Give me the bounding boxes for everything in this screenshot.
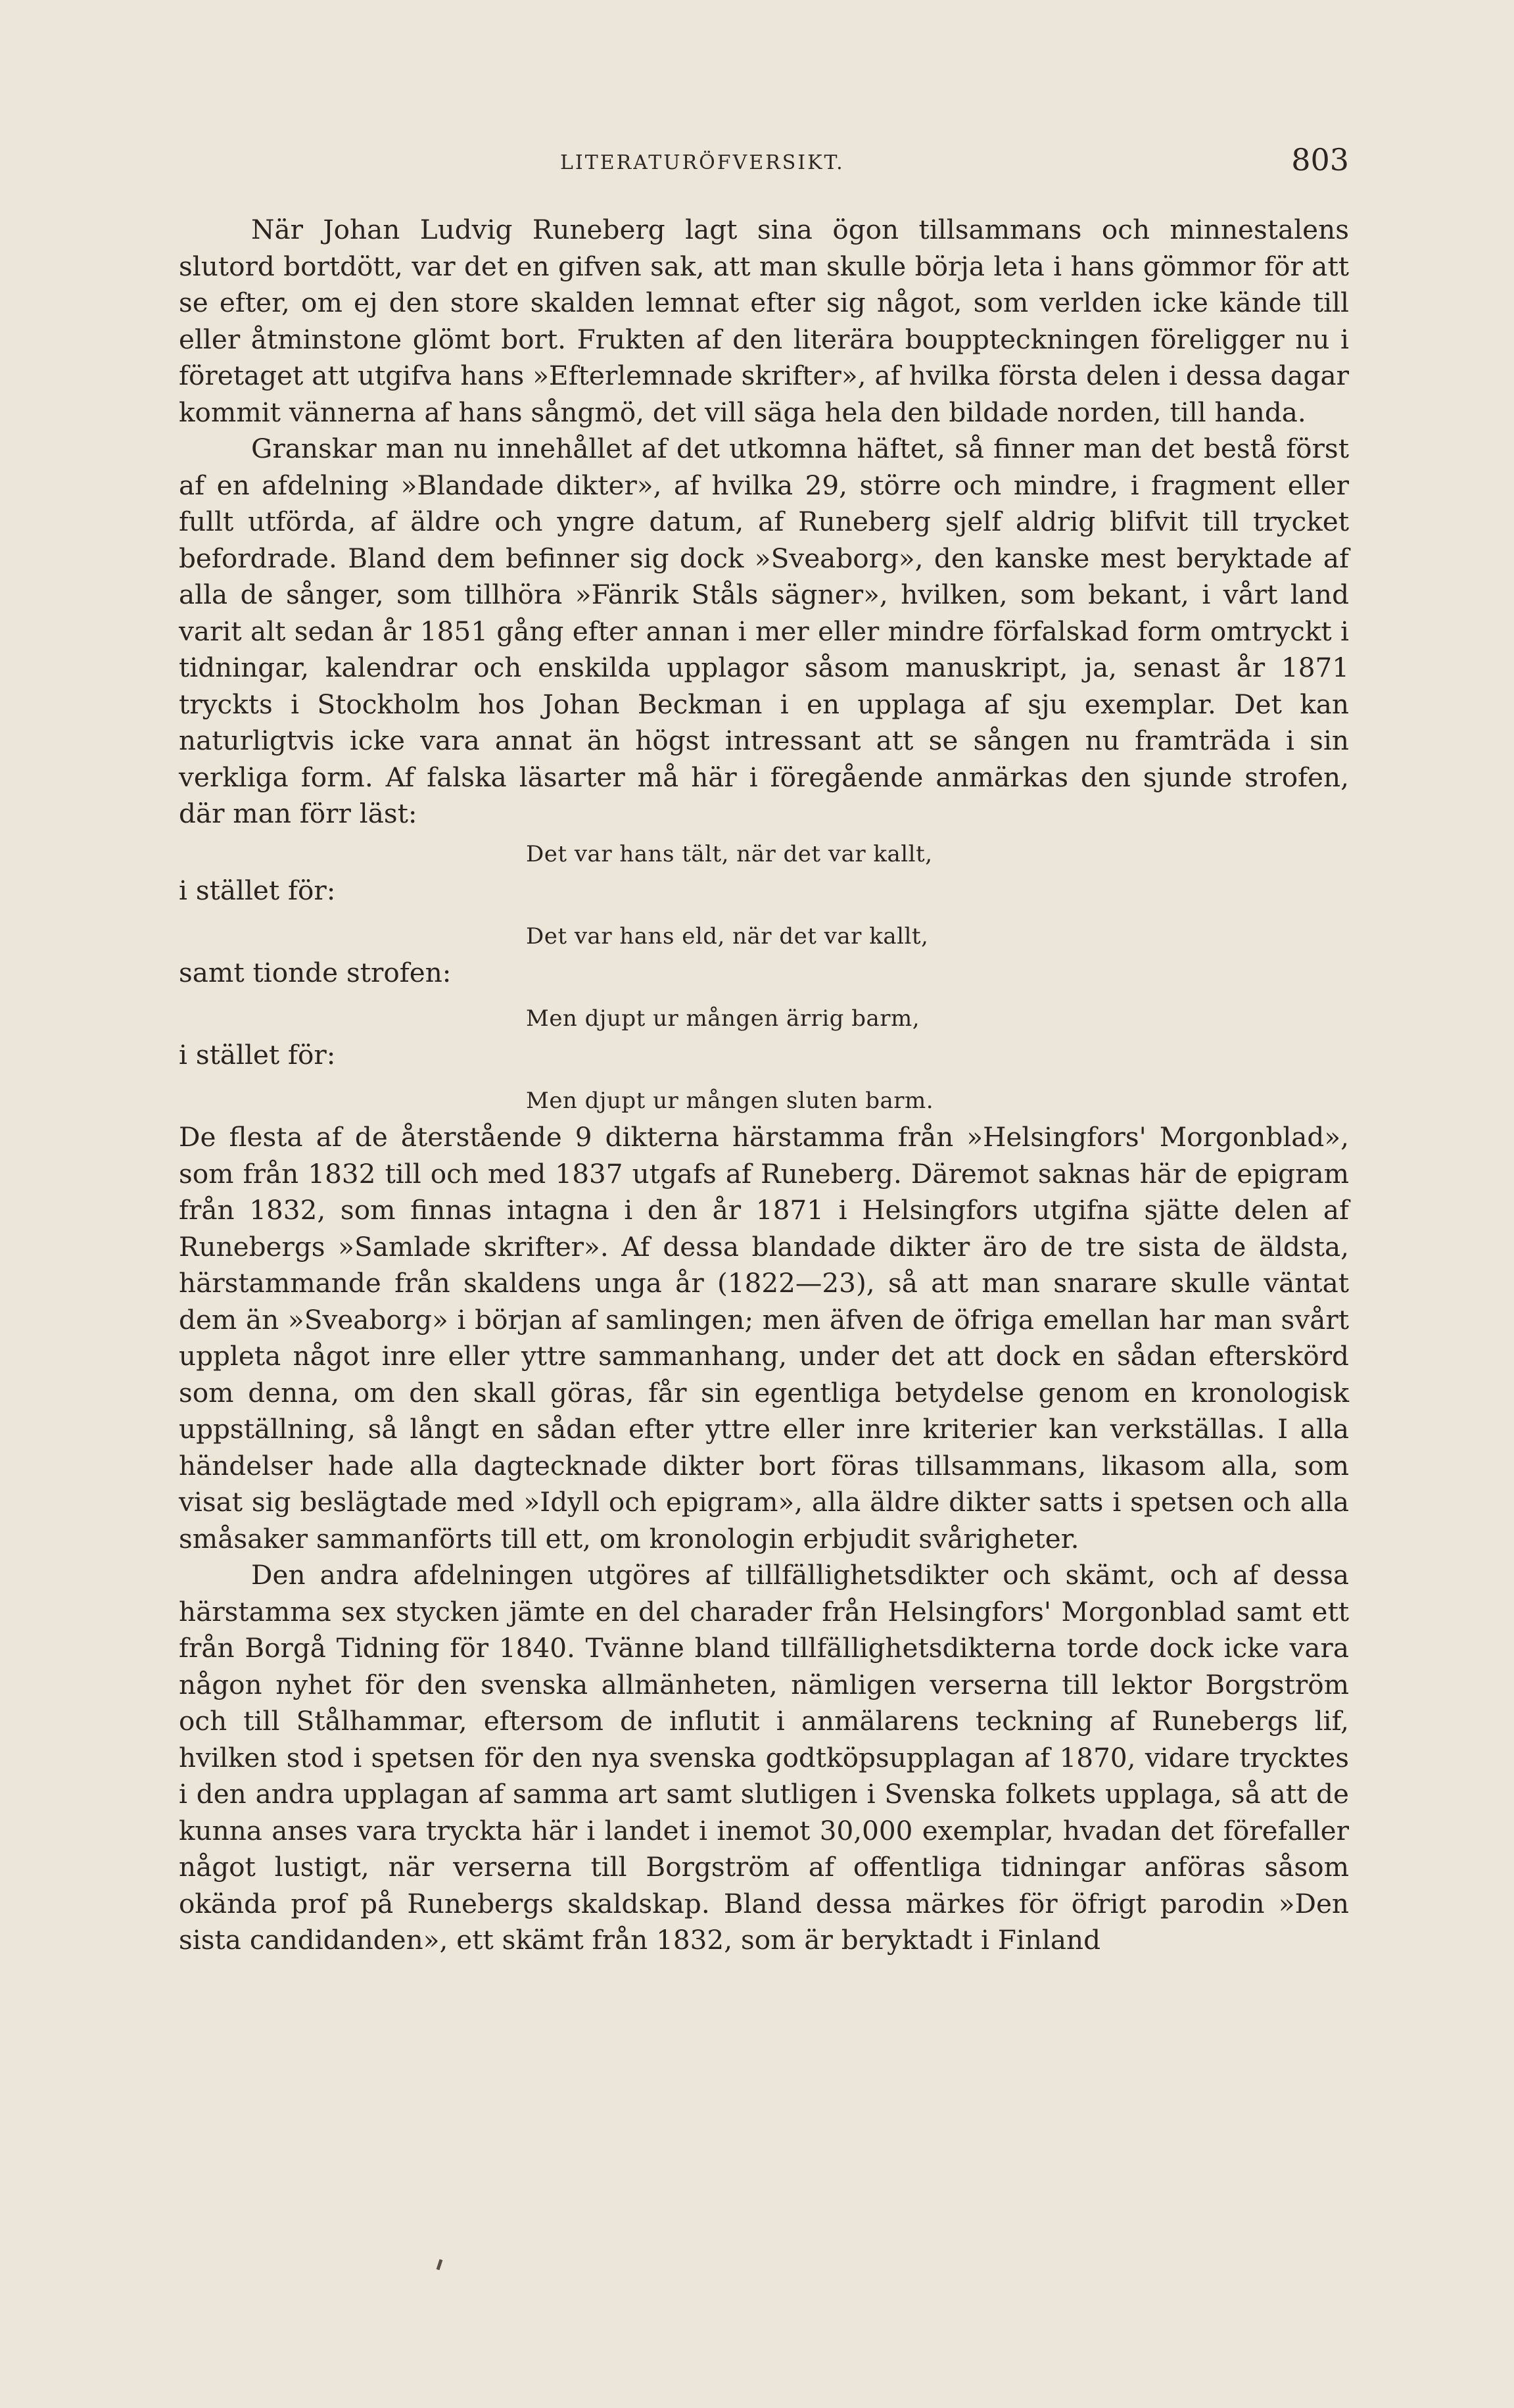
label-tenth-strophe: samt tionde strofen: bbox=[179, 957, 452, 988]
paragraph-2: Granskar man nu innehållet af det utkomna häftet, så finner man det bestå först af en afdelning »Blandade dikter», af hvilka 29, större och mindre, i fragment eller fullt utförda, af äldre och yngre datum, af Runeberg sjelf aldrig blifvit till trycket befordrade. Bland dem befinner sig dock »Sveaborg», den kanske mest beryktade af alla de sånger, som tillhöra »Fänrik Ståls sägner», hvilken, som bekant, i vårt land varit alt sedan år 1851 gång efter annan i mer eller mindre förfalskad form omtryckt i tidningar, kalendrar och enskilda upplagor såsom manuskript, ja, senast år 1871 tryckts i Stockholm hos Johan Beckman i en upplaga af sju exemplar. Det kan naturligtvis icke vara annat än högst intressant att se sången nu framträda i sin verkliga form. Af falska läsarter må här i föregående anmärkas den sjunde strofen, där man förr läst: bbox=[179, 433, 1349, 829]
verse-line-3: Men djupt ur mången ärrig barm, bbox=[526, 1005, 920, 1032]
label-instead-of-2: i stället för: bbox=[179, 1039, 336, 1071]
print-speck bbox=[437, 2259, 443, 2271]
page-number: 803 bbox=[1291, 142, 1349, 178]
verse-line-1: Det var hans tält, när det var kallt, bbox=[526, 840, 933, 867]
paragraph-1: När Johan Ludvig Runeberg lagt sina ögon tillsammans och minnestalens slutord bortdött, var det en gifven sak, att man skulle börja leta i hans gömmor för att se efter, om ej den store skalden lemnat efter sig något, som verlden icke kände till eller åtminstone glömt bort. Frukten af den literära bouppteckningen föreligger nu i företaget att utgifva hans »Efterlemnade skrifter», af hvilka första delen i dessa dagar kommit vännerna af hans sångmö, det vill säga hela den bildade norden, till handa. bbox=[179, 214, 1349, 428]
verse-line-2: Det var hans eld, när det var kallt, bbox=[526, 923, 929, 950]
page-header bbox=[179, 142, 1349, 188]
verse-line-4: Men djupt ur mången sluten barm. bbox=[526, 1087, 934, 1114]
running-title: LITERATURÖFVERSIKT. bbox=[560, 151, 845, 174]
body-text bbox=[179, 212, 1349, 1959]
label-instead-of-1: i stället för: bbox=[179, 875, 336, 906]
paragraph-4: Den andra afdelningen utgöres af tillfällighetsdikter och skämt, och af dessa härstamma sex stycken jämte en del charader från Helsingfors' Morgonblad samt ett från Borgå Tidning för 1840. Tvänne bland tillfällighetsdikterna torde dock icke vara någon nyhet för den svenska allmänheten, nämligen verserna till lektor Borgström och till Stålhammar, eftersom de influtit i anmälarens teckning af Runebergs lif, hvilken stod i spetsen för den nya svenska godtköpsupplagan af 1870, vidare trycktes i den andra upplagan af samma art samt slutligen i Svenska folkets upplaga, så att de kunna anses vara tryckta här i landet i inemot 30,000 exemplar, hvadan det förefaller något lustigt, när verserna till Borgström af offentliga tidningar anföras såsom okända prof på Runebergs skaldskap. Bland dessa märkes för öfrigt parodin »Den sista candidanden», ett skämt från 1832, som är beryktadt i Finland bbox=[179, 1559, 1349, 1956]
paragraph-3: De flesta af de återstående 9 dikterna härstamma från »Helsingfors' Morgonblad», som från 1832 till och med 1837 utgafs af Runeberg. Däremot saknas här de epigram från 1832, som finnas intagna i den år 1871 i Helsingfors utgifna sjätte delen af Runebergs »Samlade skrifter». Af dessa blandade dikter äro de tre sista de äldsta, härstammande från skaldens unga år (1822—23), så att man snarare skulle väntat dem än »Sveaborg» i början af samlingen; men äfven de öfriga emellan har man svårt uppleta något inre eller yttre sammanhang, under det att dock en sådan efterskörd som denna, om den skall göras, får sin egentliga betydelse genom en kronologisk uppställning, så långt en sådan efter yttre eller inre kriterier kan verkställas. I alla händelser hade alla dagtecknade dikter bort föras tillsammans, likasom alla, som visat sig beslägtade med »Idyll och epigram», alla äldre dikter satts i spetsen och alla småsaker sammanförts till ett, om kronologin erbjudit svårigheter. bbox=[179, 1121, 1349, 1554]
